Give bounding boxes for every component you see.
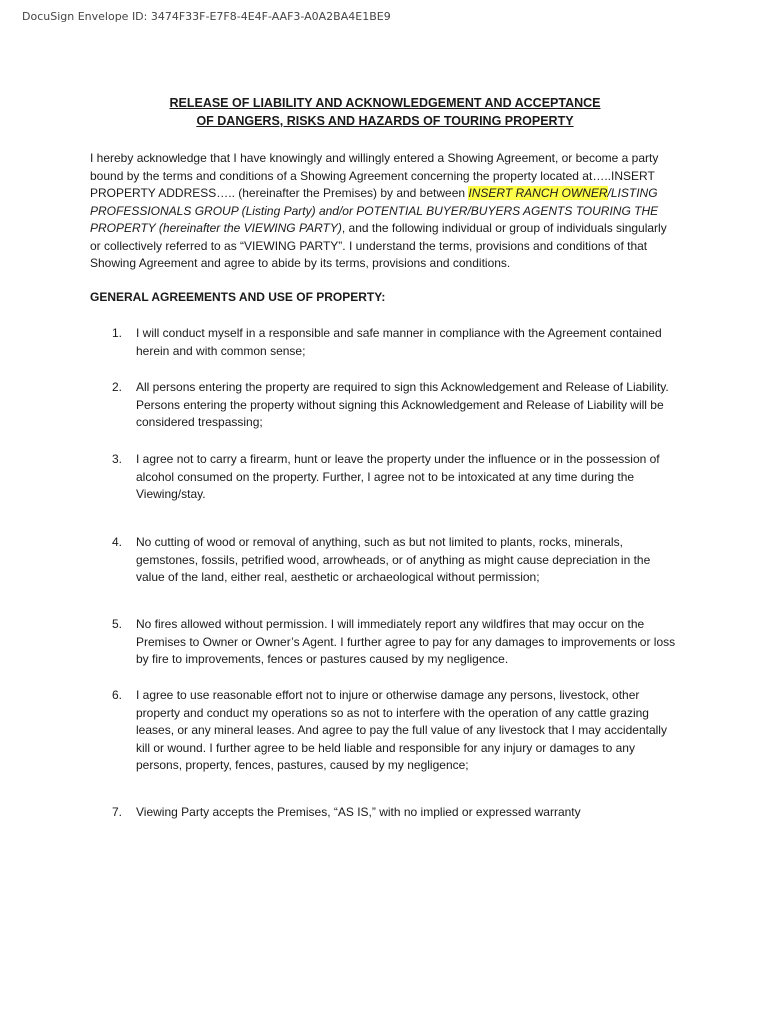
- list-item-text: All persons entering the property are required to sign this Acknowledgement and Release of Liability. Persons entering the property without signing this Acknowledgement and Release of Liability will be considered trespassing;: [136, 380, 669, 429]
- list-item-text: I agree to use reasonable effort not to injure or otherwise damage any persons, livestock, other property and conduct my operations so as not to interfere with the operation of any cattle grazing leases, or any mineral leases. And agree to pay the full value of any livestock that I may accidentally kill or wound. I further agree to be held liable and responsible for any injury or damages to any persons, property, fences, pastures, caused by my negligence;: [136, 688, 667, 772]
- list-item: [90, 616, 680, 669]
- list-item-number: 6.: [112, 688, 123, 702]
- list-item: [90, 534, 680, 587]
- list-item-text: No cutting of wood or removal of anything, such as but not limited to plants, rocks, minerals, gemstones, fossils, petrified wood, arrowheads, or of anything as might cause depreciation in the value of the land, either real, aesthetic or archaeological without permission;: [136, 535, 651, 584]
- section-heading: GENERAL AGREEMENTS AND USE OF PROPERTY:: [90, 290, 386, 304]
- list-item-text: Viewing Party accepts the Premises, “AS IS,” with no implied or expressed warranty: [136, 805, 581, 819]
- list-item-text: I will conduct myself in a responsible and safe manner in compliance with the Agreement contained herein and with common sense;: [136, 326, 662, 358]
- list-item: [90, 451, 680, 504]
- list-item: [90, 687, 680, 775]
- list-item-number: 3.: [112, 452, 123, 466]
- highlighted-placeholder: INSERT RANCH OWNER: [468, 186, 608, 200]
- title-line-1: RELEASE OF LIABILITY AND ACKNOWLEDGEMENT AND ACCEPTANCE: [169, 96, 601, 110]
- intro-paragraph: [90, 150, 680, 273]
- list-item-number: 4.: [112, 535, 123, 549]
- list-item-number: 7.: [112, 805, 123, 819]
- intro-text-2: , and the following individual or group of individuals singularly or collectively referred to as “VIEWING PARTY”. I understand the terms, provisions and conditions of that Showing Agreement and agree to abide by its terms, provisions and conditions.: [90, 221, 667, 270]
- list-item-text: No fires allowed without permission. I will immediately report any wildfires that may occur on the Premises to Owner or Owner’s Agent. I further agree to pay for any damages to improvements or loss by fire to improvements, fences or pastures caused by my negligence.: [136, 617, 676, 666]
- list-item-number: 2.: [112, 380, 123, 394]
- list-item: [90, 325, 680, 360]
- list-item: [90, 379, 680, 432]
- title-line-2: OF DANGERS, RISKS AND HAZARDS OF TOURING PROPERTY: [196, 114, 574, 128]
- list-item-number: 5.: [112, 617, 123, 631]
- intro-text-1: I hereby acknowledge that I have knowingly and willingly entered a Showing Agreement, or become a party bound by the terms and conditions of a Showing Agreement concerning the property located at…..INSERT PROPERTY ADDRESS….. (hereinafter the Premises) by and between: [90, 151, 659, 200]
- intro-italic-parties: /LISTING PROFESSIONALS GROUP (Listing Party) and/or POTENTIAL BUYER/BUYERS AGENTS TOURING THE PROPERTY (hereinafter the VIEWING PARTY): [90, 186, 659, 235]
- list-item-number: 1.: [112, 326, 123, 340]
- list-item-text: I agree not to carry a firearm, hunt or leave the property under the influence or in the possession of alcohol consumed on the property. Further, I agree not to be intoxicated at any time during the Viewing/stay.: [136, 452, 660, 501]
- envelope-id: DocuSign Envelope ID: 3474F33F-E7F8-4E4F-AAF3-A0A2BA4E1BE9: [22, 10, 391, 23]
- document-title: [0, 94, 770, 130]
- list-item: [90, 804, 680, 822]
